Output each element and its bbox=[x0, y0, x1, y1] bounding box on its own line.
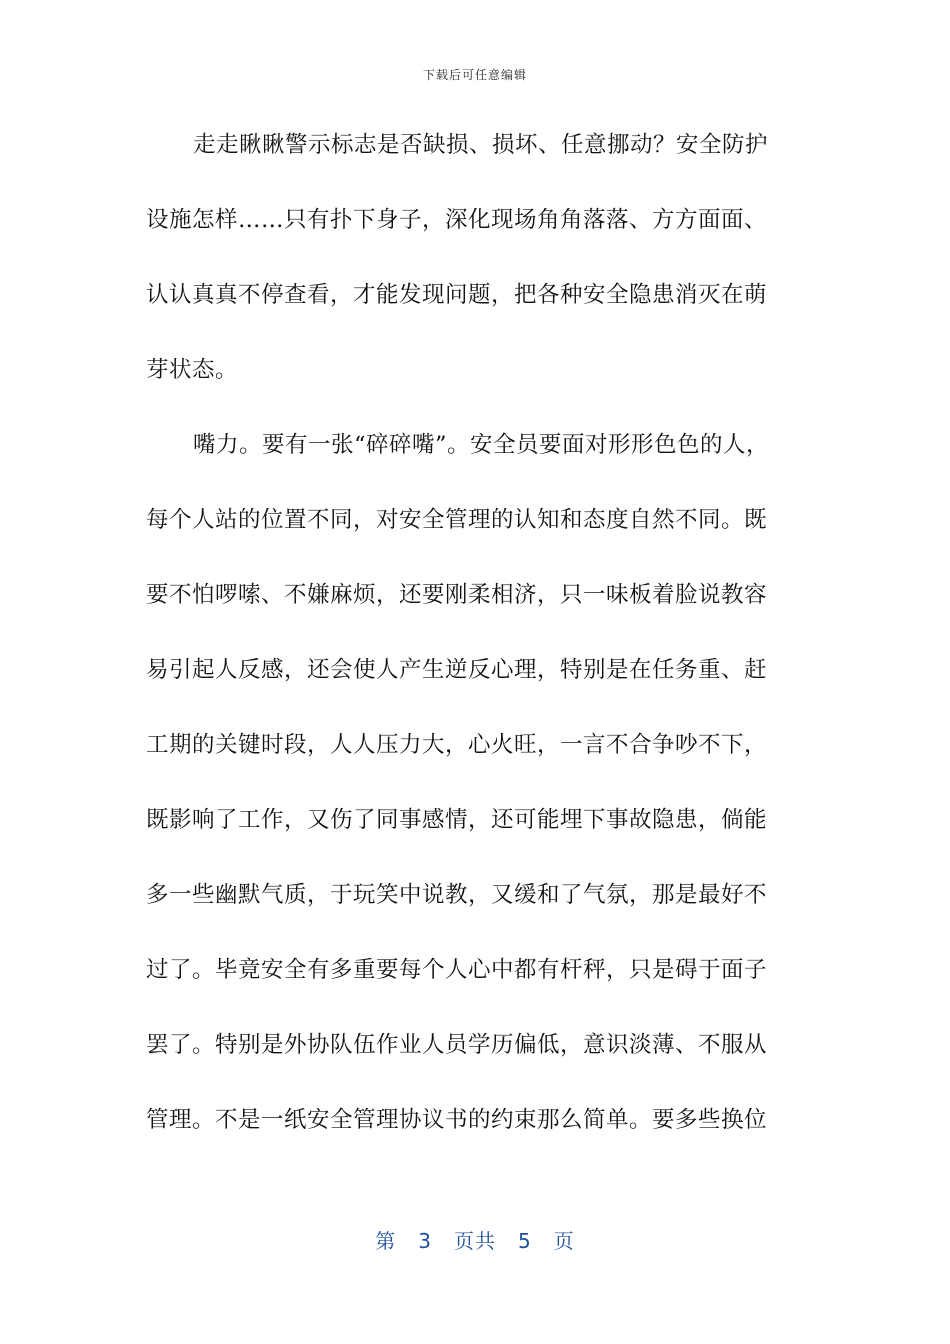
page-footer bbox=[0, 1225, 950, 1254]
paragraph-line: 易引起人反感，还会使人产生逆反心理，特别是在任务重、赶 bbox=[146, 657, 768, 683]
total-label: 页共 bbox=[454, 1229, 496, 1253]
page-header: 下载后可任意编辑 bbox=[422, 68, 527, 82]
paragraph-line: 多一些幽默气质，于玩笑中说教，又缓和了气氛，那是最好不 bbox=[146, 882, 768, 908]
paragraph-line: 要不怕啰嗦、不嫌麻烦，还要刚柔相济，只一味板着脸说教容 bbox=[146, 582, 768, 608]
paragraph-line: 芽状态。 bbox=[146, 357, 239, 383]
paragraph-line: 管理。不是一纸安全管理协议书的约束那么简单。要多些换位 bbox=[146, 1107, 768, 1133]
paragraph-line: 过了。毕竟安全有多重要每个人心中都有杆秤，只是碍于面子 bbox=[146, 957, 768, 983]
current-page-number: 3 bbox=[418, 1229, 432, 1253]
page-suffix: 页 bbox=[553, 1229, 575, 1253]
paragraph-line: 嘴力。要有一张“碎碎嘴”。安全员要面对形形色色的人， bbox=[193, 432, 770, 458]
page-label: 第 bbox=[375, 1229, 397, 1253]
paragraph-line: 既影响了工作，又伤了同事感情，还可能埋下事故隐患，倘能 bbox=[146, 807, 768, 833]
total-pages-number: 5 bbox=[518, 1229, 532, 1253]
paragraph-line: 罢了。特别是外协队伍作业人员学历偏低，意识淡薄、不服从 bbox=[146, 1032, 768, 1058]
paragraph-line: 认认真真不停查看，才能发现问题，把各种安全隐患消灭在萌 bbox=[146, 282, 768, 308]
paragraph-line: 走走瞅瞅警示标志是否缺损、损坏、任意挪动？安全防护 bbox=[193, 132, 769, 158]
paragraph-line: 工期的关键时段，人人压力大，心火旺，一言不合争吵不下， bbox=[146, 732, 768, 758]
paragraph-line: 设施怎样……只有扑下身子，深化现场角角落落、方方面面、 bbox=[146, 207, 768, 233]
document-body bbox=[146, 118, 806, 1168]
paragraph-line: 每个人站的位置不同，对安全管理的认知和态度自然不同。既 bbox=[146, 507, 768, 533]
